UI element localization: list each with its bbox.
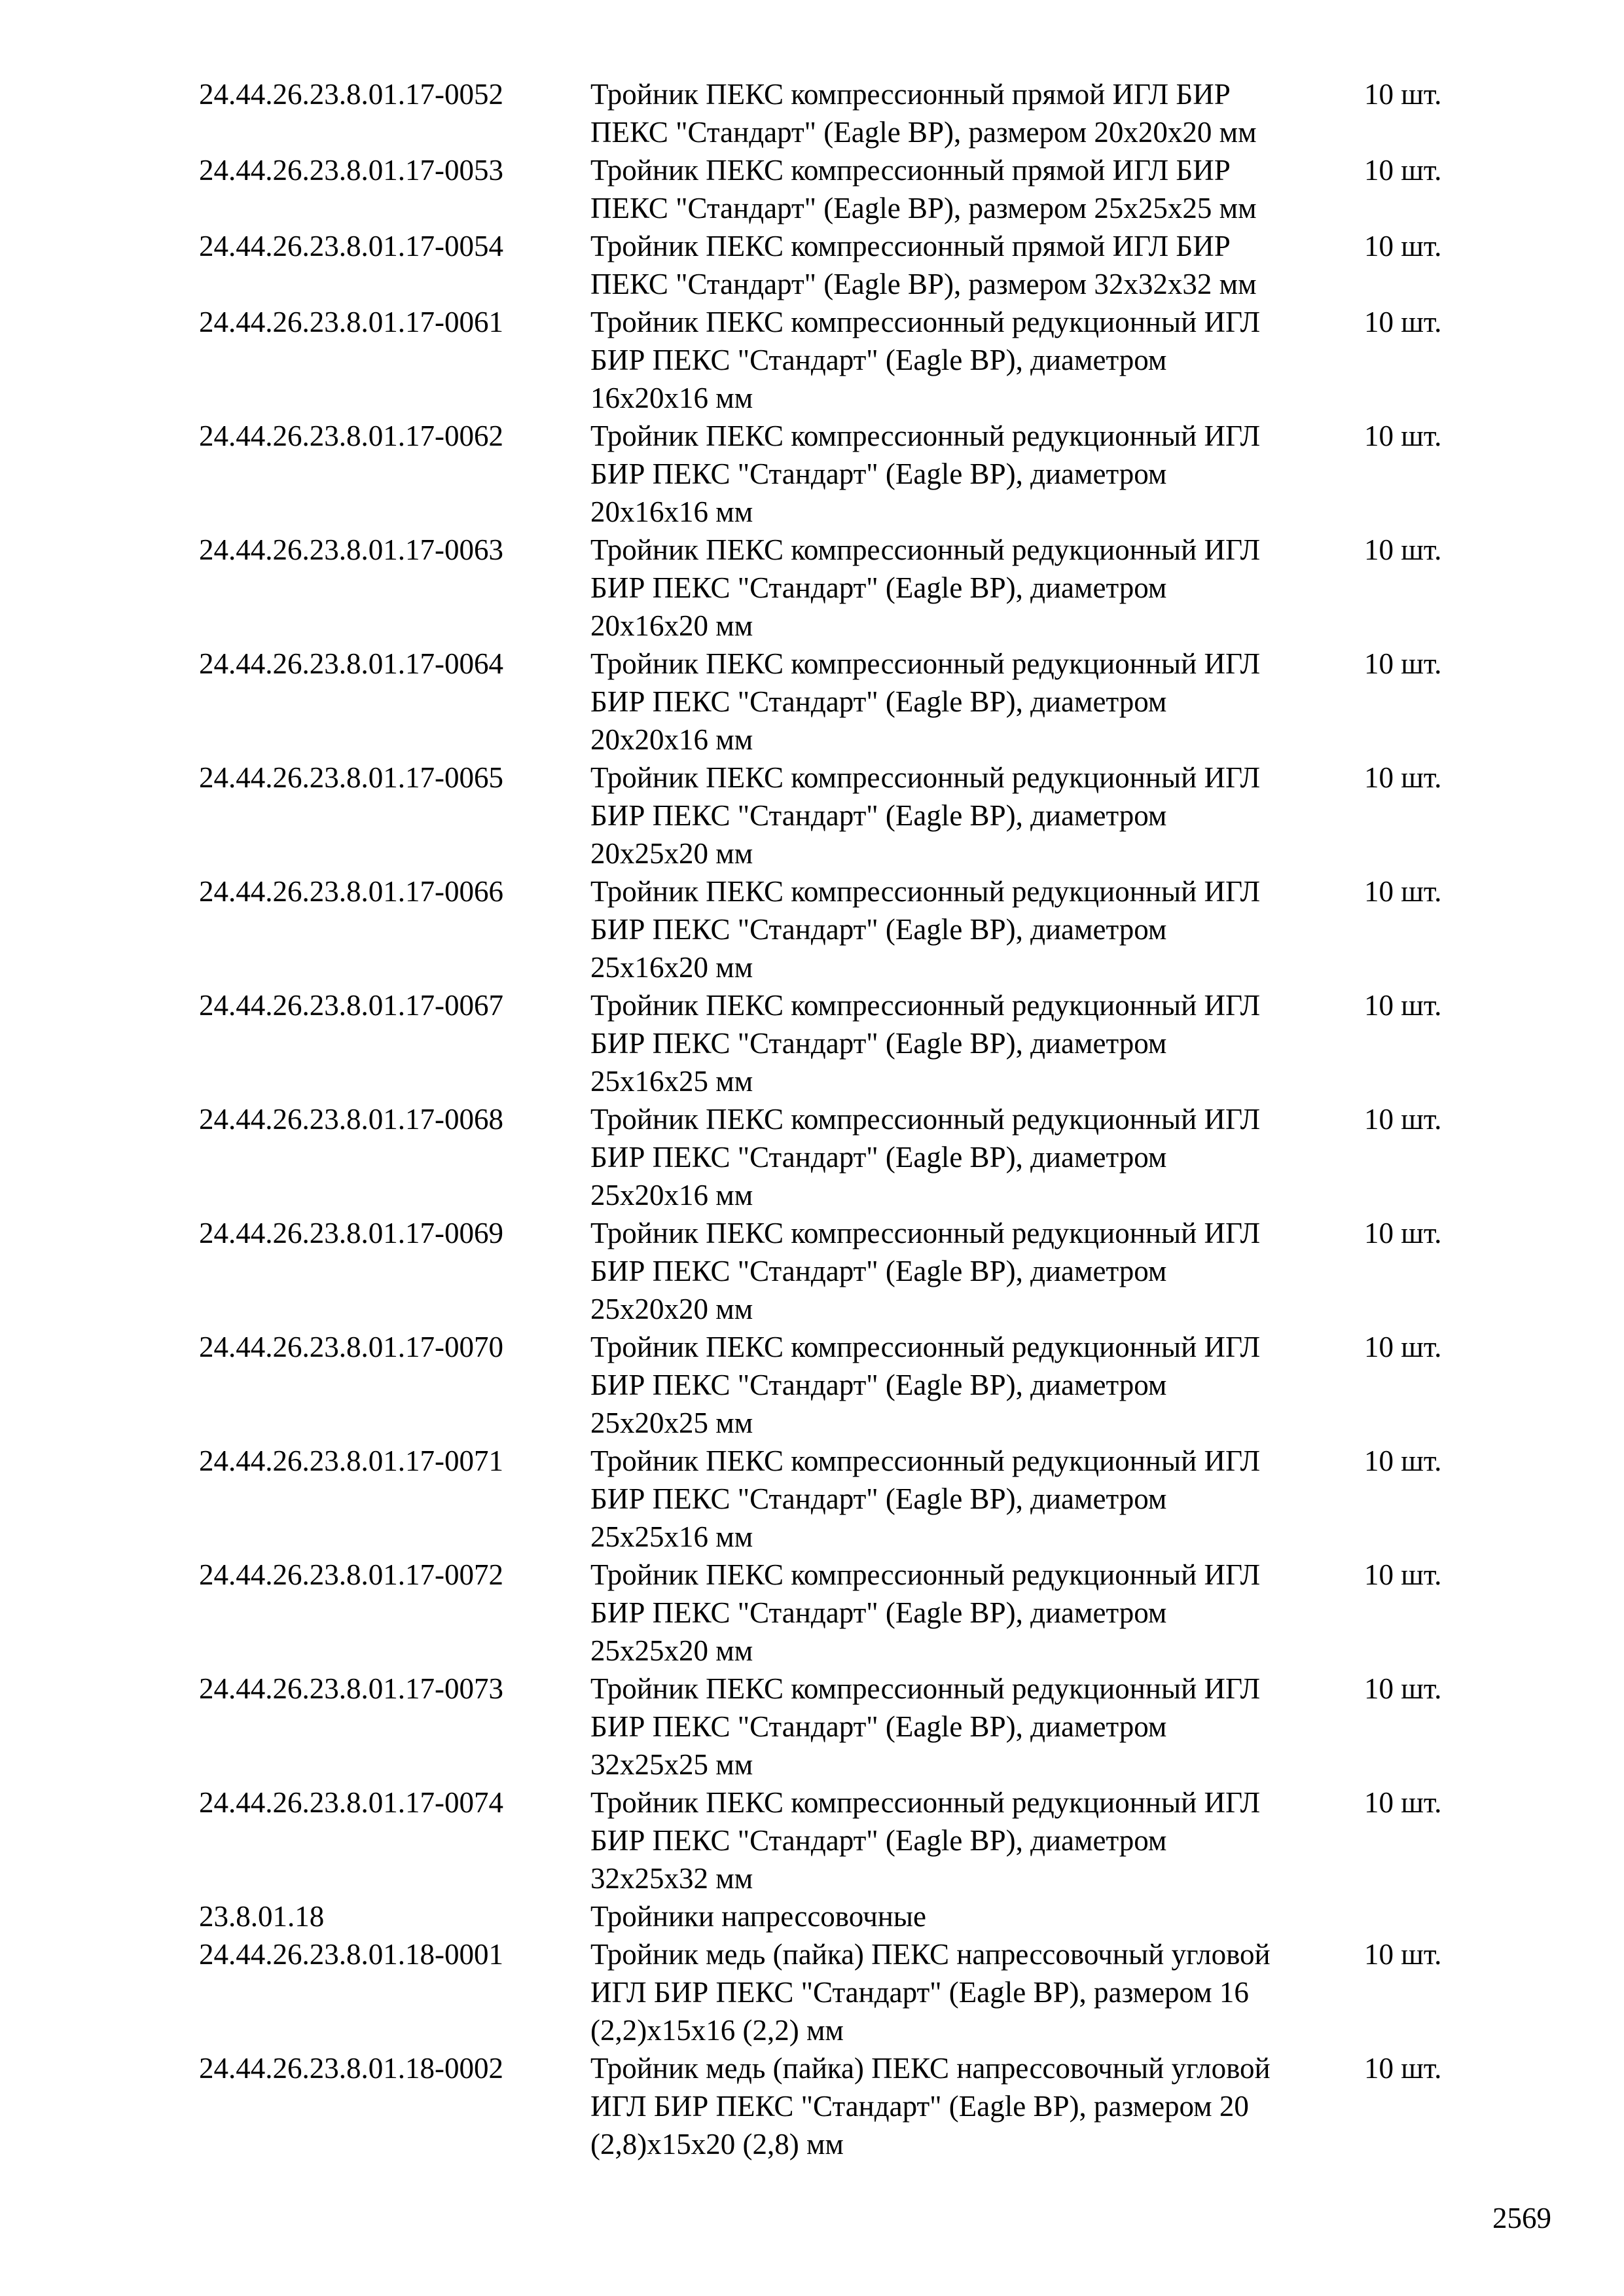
description-line: 20х16х16 мм [590,495,753,528]
item-description [590,2049,1364,2163]
description-line: Тройник ПЕКС компрессионный редукционный ИГЛ [590,1672,1261,1705]
description-line: Тройник медь (пайка) ПЕКС напрессовочный угловой [590,2052,1271,2085]
item-quantity: 10 шт. [1364,533,1442,566]
description-line: (2,2)х15х16 (2,2) мм [590,2014,844,2047]
table-row [199,1328,1482,1442]
item-description [590,151,1364,227]
price-list-table [199,75,1482,2163]
item-description [590,645,1364,759]
item-code: 24.44.26.23.8.01.17-0052 [199,78,503,111]
item-code: 24.44.26.23.8.01.17-0067 [199,989,503,1022]
description-line: 20х20х16 мм [590,723,753,756]
table-row [199,1897,1482,1935]
item-code: 24.44.26.23.8.01.17-0074 [199,1786,503,1819]
description-line: Тройник ПЕКС компрессионный редукционный ИГЛ [590,647,1261,680]
item-description [590,1670,1364,1784]
item-description [590,303,1364,417]
table-row [199,1100,1482,1214]
item-quantity: 10 шт. [1364,989,1442,1022]
table-row [199,417,1482,531]
item-description [590,986,1364,1100]
description-line: ПЕКС "Стандарт" (Eagle BP), размером 32х32х32 мм [590,268,1257,300]
item-description [590,227,1364,303]
description-line: БИР ПЕКС "Стандарт" (Eagle BP), диаметром [590,457,1167,490]
item-description [590,1328,1364,1442]
item-quantity: 10 шт. [1364,1217,1442,1249]
item-quantity: 10 шт. [1364,761,1442,794]
description-line: 25х25х20 мм [590,1634,753,1667]
table-row [199,75,1482,151]
table-row [199,1935,1482,2049]
table-row [199,1670,1482,1784]
item-quantity: 10 шт. [1364,647,1442,680]
description-line: БИР ПЕКС "Стандарт" (Eagle BP), диаметром [590,1482,1167,1515]
description-line: Тройник ПЕКС компрессионный редукционный ИГЛ [590,306,1261,338]
description-line: Тройник ПЕКС компрессионный редукционный ИГЛ [590,761,1261,794]
description-line: Тройник ПЕКС компрессионный редукционный ИГЛ [590,533,1261,566]
description-line: Тройник ПЕКС компрессионный прямой ИГЛ БИР [590,78,1231,111]
description-line: ИГЛ БИР ПЕКС "Стандарт" (Eagle BP), размером 20 [590,2090,1249,2123]
description-line: БИР ПЕКС "Стандарт" (Eagle BP), диаметром [590,571,1167,604]
item-code: 24.44.26.23.8.01.17-0063 [199,533,503,566]
item-code: 24.44.26.23.8.01.17-0066 [199,875,503,908]
table-row [199,2049,1482,2163]
table-row [199,1556,1482,1670]
description-line: ПЕКС "Стандарт" (Eagle BP), размером 20х20х20 мм [590,116,1257,149]
table-row [199,1214,1482,1328]
description-line: Тройник ПЕКС компрессионный прямой ИГЛ БИР [590,154,1231,187]
description-line: БИР ПЕКС "Стандарт" (Eagle BP), диаметром [590,1141,1167,1174]
item-code: 24.44.26.23.8.01.17-0069 [199,1217,503,1249]
description-line: Тройник ПЕКС компрессионный редукционный ИГЛ [590,875,1261,908]
description-line: 25х20х25 мм [590,1407,753,1439]
description-line: 20х25х20 мм [590,837,753,870]
item-description [590,1442,1364,1556]
item-quantity: 10 шт. [1364,1672,1442,1705]
description-line: БИР ПЕКС "Стандарт" (Eagle BP), диаметром [590,1255,1167,1287]
description-line: Тройник ПЕКС компрессионный редукционный ИГЛ [590,989,1261,1022]
description-line: БИР ПЕКС "Стандарт" (Eagle BP), диаметром [590,1710,1167,1743]
item-code: 24.44.26.23.8.01.17-0065 [199,761,503,794]
item-quantity: 10 шт. [1364,875,1442,908]
description-line: Тройники напрессовочные [590,1900,926,1933]
description-line: 25х16х25 мм [590,1065,753,1098]
item-code: 24.44.26.23.8.01.17-0062 [199,420,503,452]
description-line: БИР ПЕКС "Стандарт" (Eagle BP), диаметром [590,913,1167,946]
item-code: 24.44.26.23.8.01.17-0054 [199,230,503,262]
item-description [590,1556,1364,1670]
item-quantity: 10 шт. [1364,1786,1442,1819]
description-line: БИР ПЕКС "Стандарт" (Eagle BP), диаметром [590,1824,1167,1857]
page-number: 2569 [1492,2202,1551,2234]
description-line: Тройник ПЕКС компрессионный редукционный ИГЛ [590,420,1261,452]
table-row [199,227,1482,303]
description-line: 32х25х32 мм [590,1862,753,1895]
item-quantity: 10 шт. [1364,154,1442,187]
table-row [199,1784,1482,1897]
description-line: БИР ПЕКС "Стандарт" (Eagle BP), диаметром [590,799,1167,832]
item-description [590,872,1364,986]
table-row [199,151,1482,227]
description-line: (2,8)х15х20 (2,8) мм [590,2128,844,2161]
item-quantity: 10 шт. [1364,78,1442,111]
item-code: 24.44.26.23.8.01.17-0053 [199,154,503,187]
description-line: 25х20х16 мм [590,1179,753,1211]
description-line: Тройник ПЕКС компрессионный редукционный ИГЛ [590,1444,1261,1477]
item-code: 24.44.26.23.8.01.17-0061 [199,306,503,338]
description-line: БИР ПЕКС "Стандарт" (Eagle BP), диаметром [590,1027,1167,1060]
table-row [199,531,1482,645]
description-line: Тройник медь (пайка) ПЕКС напрессовочный угловой [590,1938,1271,1971]
item-quantity: 10 шт. [1364,1103,1442,1136]
item-code: 24.44.26.23.8.01.17-0071 [199,1444,503,1477]
item-description [590,417,1364,531]
description-line: ПЕКС "Стандарт" (Eagle BP), размером 25х25х25 мм [590,192,1257,224]
item-code: 24.44.26.23.8.01.18-0002 [199,2052,503,2085]
table-row [199,1442,1482,1556]
description-line: Тройник ПЕКС компрессионный прямой ИГЛ БИР [590,230,1231,262]
item-quantity: 10 шт. [1364,230,1442,262]
item-description [590,1784,1364,1897]
description-line: БИР ПЕКС "Стандарт" (Eagle BP), диаметром [590,1596,1167,1629]
description-line: Тройник ПЕКС компрессионный редукционный ИГЛ [590,1217,1261,1249]
description-line: Тройник ПЕКС компрессионный редукционный ИГЛ [590,1558,1261,1591]
item-code: 24.44.26.23.8.01.17-0068 [199,1103,503,1136]
table-row [199,303,1482,417]
description-line: 25х20х20 мм [590,1293,753,1325]
table-row [199,645,1482,759]
table-row [199,759,1482,872]
description-line: 32х25х25 мм [590,1748,753,1781]
item-code: 24.44.26.23.8.01.17-0072 [199,1558,503,1591]
item-code: 24.44.26.23.8.01.17-0064 [199,647,503,680]
item-description [590,1100,1364,1214]
item-code: 23.8.01.18 [199,1900,325,1933]
item-quantity: 10 шт. [1364,1444,1442,1477]
table-row [199,872,1482,986]
item-quantity: 10 шт. [1364,1558,1442,1591]
item-description [590,75,1364,151]
item-quantity: 10 шт. [1364,306,1442,338]
table-row [199,986,1482,1100]
description-line: БИР ПЕКС "Стандарт" (Eagle BP), диаметром [590,685,1167,718]
description-line: 20х16х20 мм [590,609,753,642]
item-code: 24.44.26.23.8.01.17-0070 [199,1331,503,1363]
description-line: Тройник ПЕКС компрессионный редукционный ИГЛ [590,1786,1261,1819]
description-line: 16х20х16 мм [590,382,753,414]
item-quantity: 10 шт. [1364,2052,1442,2085]
item-description [590,1897,1364,1935]
item-description [590,759,1364,872]
item-quantity: 10 шт. [1364,1938,1442,1971]
item-quantity: 10 шт. [1364,420,1442,452]
description-line: 25х25х16 мм [590,1520,753,1553]
item-description [590,1214,1364,1328]
description-line: Тройник ПЕКС компрессионный редукционный ИГЛ [590,1331,1261,1363]
item-description [590,1935,1364,2049]
item-code: 24.44.26.23.8.01.17-0073 [199,1672,503,1705]
item-quantity: 10 шт. [1364,1331,1442,1363]
description-line: Тройник ПЕКС компрессионный редукционный ИГЛ [590,1103,1261,1136]
description-line: 25х16х20 мм [590,951,753,984]
item-description [590,531,1364,645]
item-code: 24.44.26.23.8.01.18-0001 [199,1938,503,1971]
description-line: БИР ПЕКС "Стандарт" (Eagle BP), диаметром [590,344,1167,376]
description-line: БИР ПЕКС "Стандарт" (Eagle BP), диаметром [590,1369,1167,1401]
description-line: ИГЛ БИР ПЕКС "Стандарт" (Eagle BP), размером 16 [590,1976,1249,2009]
